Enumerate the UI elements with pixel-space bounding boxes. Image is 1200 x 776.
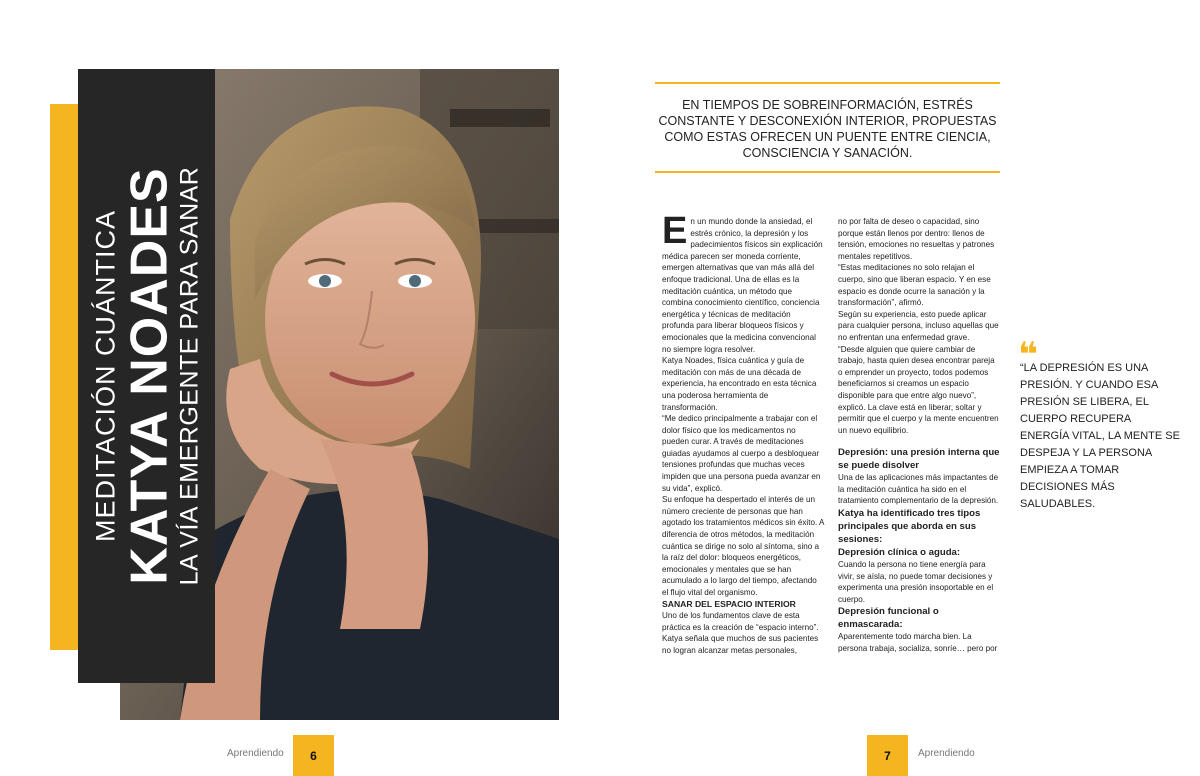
paragraph: “Desde alguien que quiere cambiar de trabajo, hasta quien desea encontrar pareja o emprender un proyecto, todos podemos beneficiarnos si creamos un espacio disponible para que entre algo nuevo”, explicó. La clave está en liberar, soltar y permitir que el cuerpo y la mente encuentren un nuevo equilibrio. (838, 344, 999, 435)
subheading: Katya ha identificado tres tipos principales que aborda en sus sesiones: (838, 508, 981, 546)
intro-rule-top (655, 82, 1000, 84)
paragraph: “Me dedico principalmente a trabajar con el dolor físico que los medicamentos no pueden curar. A través de meditaciones guiadas ayudamos al cuerpo a desbloquear tensiones profundas que muchas veces impiden que una persona pueda avanzar en su vida”, explicó. (662, 414, 821, 493)
section-heading: SANAR DEL ESPACIO INTERIOR (662, 598, 796, 609)
article-column-2 (838, 216, 1001, 655)
quote-mark-icon: ❝ (1018, 336, 1038, 374)
subheading: Depresión: una presión interna que se puede disolver (838, 447, 1000, 472)
drop-cap: E (662, 210, 688, 252)
paragraph: Cuando la persona no tiene energía para vivir, se aísla, no puede tomar decisiones y experimenta una presión insoportable en el cuerpo. (838, 560, 994, 604)
paragraph: Katya Noades, física cuántica y guía de meditación con más de una década de experiencia, ha encontrado en esta técnica una poderosa herramienta de transformación. (662, 356, 817, 412)
accent-stripe (50, 104, 78, 650)
paragraph: Una de las aplicaciones más impactantes de la meditación cuántica ha sido en el tratamiento complementario de la depresión. (838, 473, 999, 506)
page-number-right: 7 (867, 735, 908, 776)
title-subtitle: LA VÍA EMERGENTE PARA SANAR (175, 166, 203, 586)
paragraph: Aparentemente todo marcha bien. La persona trabaja, socializa, sonríe… pero por (838, 632, 998, 654)
footer-section-label: Aprendiendo (918, 748, 975, 759)
subheading: Depresión clínica o aguda: (838, 547, 961, 559)
subheading: Depresión funcional o enmascarada: (838, 606, 939, 631)
pull-quote: “LA DEPRESIÓN ES UNA PRESIÓN. Y CUANDO ESA PRESIÓN SE LIBERA, EL CUERPO RECUPERA ENERGÍA VITAL, LA MENTE SE DESPEJA Y LA PERSONA EMPIEZA A TOMAR DECISIONES MÁS SALUDABLES. (1020, 362, 1180, 510)
paragraph: “Estas meditaciones no solo relajan el cuerpo, sino que liberan espacio. Y en ese espacio es donde ocurre la sanación y la transformación”, afirmó. (838, 263, 991, 308)
page-number-left: 6 (293, 735, 334, 776)
paragraph: no por falta de deseo o capacidad, sino porque están llenos por dentro: llenos de tensión, emociones no resueltas y patrones mentales repetitivos. (838, 217, 995, 261)
paragraph: Su enfoque ha despertado el interés de un número creciente de personas que han agotado los tratamientos médicos sin éxito. A diferencia de otros métodos, la meditación cuántica se dirige no solo al síntoma, sino a la raíz del dolor: bloqueos energéticos, emocionales y mentales que se han acumulado a lo largo del tiempo, afectando el flujo vital del organismo. (662, 495, 824, 597)
paragraph: Según su experiencia, esto puede aplicar para cualquier persona, incluso aquellas que no enfrentan una enfermedad grave. (838, 309, 999, 342)
title-name: KATYA NOADES (120, 167, 178, 585)
article-title (79, 76, 216, 676)
paragraph: n un mundo donde la ansiedad, el estrés crónico, la depresión y los padecimientos físicos sin explicación médica parecen ser moneda corriente, emergen alternativas que van más allá del enfoque tradicional. Una de ellas es la meditación cuántica, un método que combina conocimiento científico, conciencia energética y técnicas de meditación profunda para liberar bloqueos físicos y emocionales que la medicina convencional no siempre logra resolver. (662, 217, 823, 354)
intro-text: EN TIEMPOS DE SOBREINFORMACIÓN, ESTRÉS CONSTANTE Y DESCONEXIÓN INTERIOR, PROPUESTAS COMO ESTAS OFRECEN UN PUENTE ENTRE CIENCIA, CONSCIENCIA Y SANACIÓN. (658, 98, 997, 160)
footer-section-label: Aprendiendo (227, 748, 284, 759)
paragraph: Uno de los fundamentos clave de esta práctica es la creación de “espacio interno”. Katya señala que muchos de sus pacientes no logran alcanzar metas personales, (662, 611, 819, 655)
article-column-1 (662, 210, 824, 657)
title-kicker: MEDITACIÓN CUÁNTICA (90, 210, 120, 543)
intro-rule-bottom (655, 171, 1000, 173)
